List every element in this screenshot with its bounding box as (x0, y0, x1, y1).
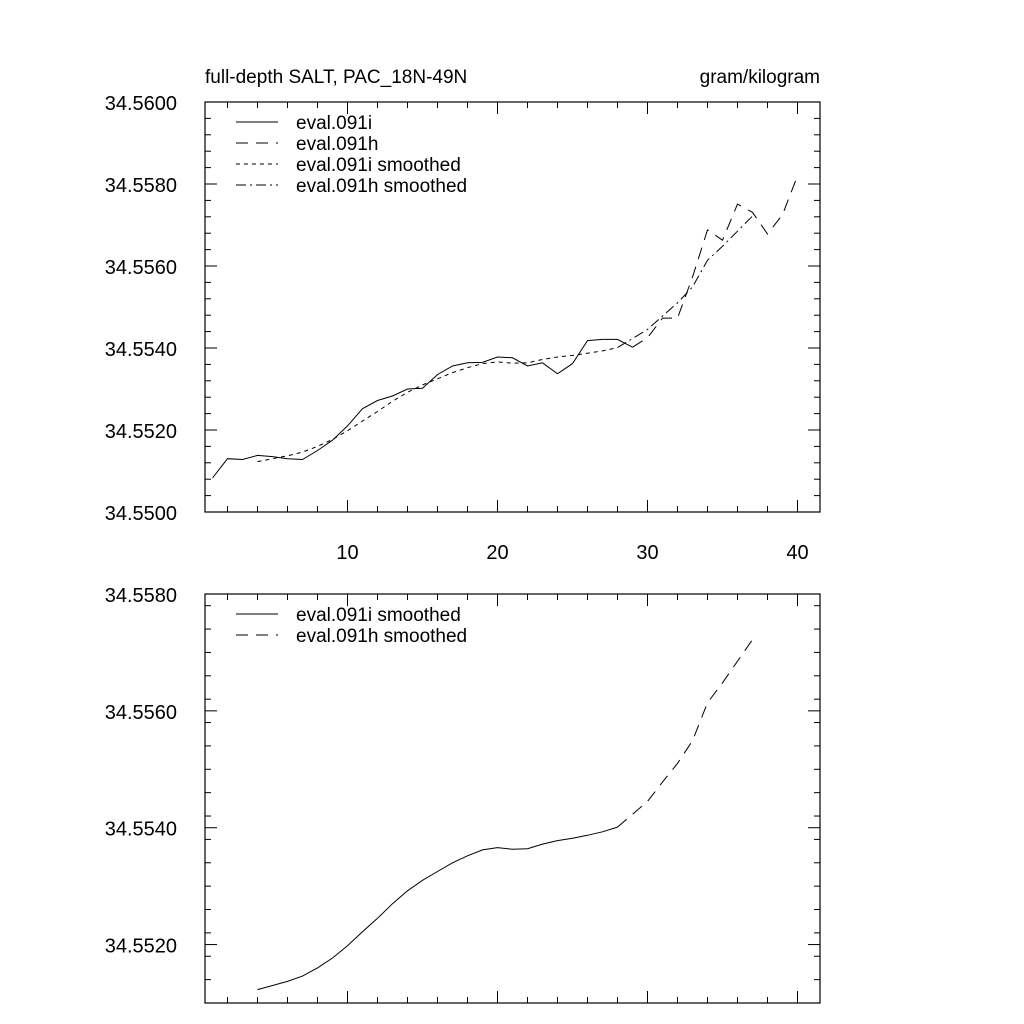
chart-title: full-depth SALT, PAC_18N-49N (205, 67, 468, 88)
y-tick-label: 34.5580 (104, 175, 177, 197)
y-tick-label: 34.5580 (104, 585, 177, 607)
x-tick-label: 30 (636, 542, 659, 564)
top-panel (105, 67, 820, 564)
series-line-1 (618, 640, 753, 828)
y-tick-label: 34.5560 (104, 701, 177, 724)
chart-units: gram/kilogram (699, 67, 820, 88)
x-tick-label: 40 (786, 542, 809, 564)
series-line-0 (213, 339, 633, 478)
x-tick-label: 10 (336, 542, 359, 564)
y-tick-label: 34.5520 (104, 935, 177, 958)
legend-entry: eval.091h smoothed (296, 176, 468, 197)
y-tick-label: 34.5560 (104, 257, 177, 279)
legend-entry: eval.091i smoothed (296, 155, 461, 176)
series-line-2 (258, 348, 618, 462)
legend-entry: eval.091h (296, 134, 379, 155)
legend-entry: eval.091i smoothed (296, 605, 461, 626)
x-tick-label: 20 (486, 542, 509, 564)
y-tick-label: 34.5600 (104, 93, 177, 115)
series-line-3 (618, 216, 753, 348)
series-line-1 (633, 176, 798, 347)
legend-entry: eval.091i (296, 113, 373, 134)
bottom-panel (105, 585, 820, 1003)
y-tick-label: 34.5540 (104, 339, 177, 361)
y-tick-label: 34.5500 (104, 503, 177, 525)
legend-entry: eval.091h smoothed (296, 626, 468, 647)
y-tick-label: 34.5520 (104, 421, 177, 443)
plot-frame (205, 594, 820, 1003)
y-tick-label: 34.5540 (104, 818, 177, 841)
series-line-0 (258, 827, 618, 990)
